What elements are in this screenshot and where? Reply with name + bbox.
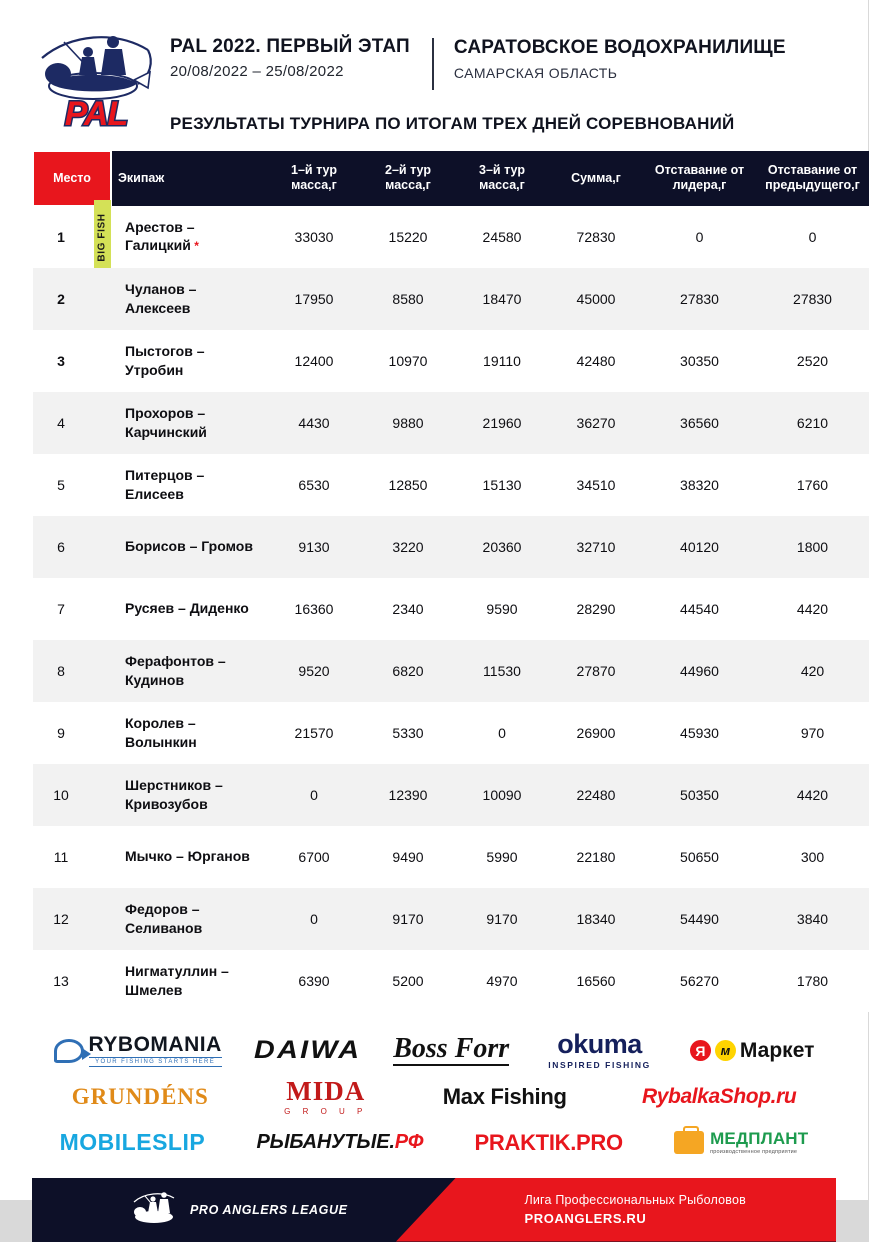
pal-logo-icon — [30, 28, 162, 132]
cell-tour2: 9490 — [361, 826, 455, 888]
cell-tour2: 3220 — [361, 516, 455, 578]
cell-place — [33, 516, 111, 578]
cell-tour3: 20360 — [455, 516, 549, 578]
cell-crew — [111, 826, 267, 888]
cell-tour1: 6700 — [267, 826, 361, 888]
cell-crew — [111, 392, 267, 454]
crew-name: Нигматуллин – Шмелев — [125, 963, 229, 998]
table-row — [33, 826, 869, 888]
place-value: 5 — [57, 476, 65, 493]
cell-tour1: 6390 — [267, 950, 361, 1012]
cell-tour1: 33030 — [267, 206, 361, 268]
cell-gap-leader: 50350 — [643, 764, 756, 826]
mida-name: MIDA — [286, 1075, 366, 1106]
cell-tour2: 9170 — [361, 888, 455, 950]
league-website: PROANGLERS.RU — [524, 1211, 647, 1226]
cell-tour3: 15130 — [455, 454, 549, 516]
cell-crew — [111, 640, 267, 702]
cell-tour2: 10970 — [361, 330, 455, 392]
col-header-tour2-line1: 2–й тур — [385, 163, 431, 177]
cell-crew — [111, 764, 267, 826]
table-header-row — [33, 151, 869, 206]
crew-name: Пыстогов – Утробин — [125, 343, 205, 378]
crew-name: Ферафонтов – Кудинов — [125, 653, 226, 688]
table-row — [33, 268, 869, 330]
okuma-tagline: INSPIRED FISHING — [548, 1060, 651, 1070]
col-header-gap-leader-line2: лидера,г — [672, 178, 727, 193]
cell-tour2: 5200 — [361, 950, 455, 1012]
table-row — [33, 702, 869, 764]
table-row — [33, 950, 869, 1012]
table-row — [33, 392, 869, 454]
cell-gap-leader: 36560 — [643, 392, 756, 454]
cell-gap-leader: 45930 — [643, 702, 756, 764]
cell-place — [33, 206, 111, 268]
sponsor-praktik — [475, 1130, 623, 1156]
cell-tour3: 19110 — [455, 330, 549, 392]
place-value: 6 — [57, 538, 65, 555]
cell-gap-leader: 44960 — [643, 640, 756, 702]
big-fish-badge — [94, 200, 111, 274]
cell-gap-prev: 300 — [756, 826, 869, 888]
cell-crew — [111, 330, 267, 392]
crew-name: Арестов – Галицкий — [125, 219, 195, 254]
cell-gap-prev: 1760 — [756, 454, 869, 516]
cell-tour1: 12400 — [267, 330, 361, 392]
cell-place — [33, 578, 111, 640]
cell-sum: 22180 — [549, 826, 643, 888]
tournament-dates: 20/08/2022 – 25/08/2022 — [170, 62, 344, 80]
table-row — [33, 516, 869, 578]
sponsor-grundens — [72, 1084, 209, 1110]
cell-place — [33, 640, 111, 702]
cell-tour2: 8580 — [361, 268, 455, 330]
cell-gap-prev: 4420 — [756, 764, 869, 826]
tournament-title: PAL 2022. ПЕРВЫЙ ЭТАП — [170, 36, 410, 57]
cell-crew — [111, 454, 267, 516]
cell-tour3: 24580 — [455, 206, 549, 268]
cell-place — [33, 888, 111, 950]
cell-sum: 28290 — [549, 578, 643, 640]
medplant-case-icon — [674, 1131, 704, 1154]
crew-name: Чуланов – Алексеев — [125, 281, 197, 316]
sponsor-row-1 — [34, 1028, 834, 1074]
col-header-tour1 — [267, 151, 361, 206]
rybomania-fish-icon — [54, 1039, 84, 1063]
cell-tour3: 5990 — [455, 826, 549, 888]
table-row — [33, 454, 869, 516]
cell-place — [33, 268, 111, 330]
footer-wrap — [0, 1170, 868, 1242]
col-header-place: Место — [33, 151, 111, 206]
sponsor-okuma — [548, 1031, 651, 1070]
cell-tour3: 4970 — [455, 950, 549, 1012]
cell-gap-prev: 3840 — [756, 888, 869, 950]
sponsor-maxfishing — [443, 1084, 567, 1110]
cell-place — [33, 454, 111, 516]
poster-header — [0, 0, 868, 150]
maxfishing-name: Max Fishing — [442, 1083, 567, 1109]
cell-gap-leader: 40120 — [643, 516, 756, 578]
place-value: 7 — [57, 600, 65, 617]
crew-name: Федоров – Селиванов — [125, 901, 203, 936]
cell-sum: 16560 — [549, 950, 643, 1012]
results-table — [32, 150, 869, 1012]
cell-gap-prev: 6210 — [756, 392, 869, 454]
cell-sum: 27870 — [549, 640, 643, 702]
cell-tour1: 21570 — [267, 702, 361, 764]
cell-tour2: 9880 — [361, 392, 455, 454]
cell-tour1: 4430 — [267, 392, 361, 454]
results-table-wrap — [0, 150, 868, 1012]
place-value: 13 — [53, 972, 69, 989]
cell-sum: 32710 — [549, 516, 643, 578]
cell-gap-leader: 44540 — [643, 578, 756, 640]
rybalkashop-name: RybalkaShop.ru — [642, 1084, 797, 1108]
crew-name: Борисов – Громов — [125, 538, 253, 555]
cell-tour1: 16360 — [267, 578, 361, 640]
cell-crew — [111, 578, 267, 640]
medplant-name: МЕДПЛАНТ — [710, 1129, 809, 1148]
cell-gap-leader: 27830 — [643, 268, 756, 330]
daiwa-name: DAIWA — [253, 1036, 362, 1064]
grundens-name: GRUNDÉNS — [71, 1083, 209, 1109]
cell-tour2: 12390 — [361, 764, 455, 826]
col-header-gap-leader — [643, 151, 756, 206]
col-header-gap-prev-line1: Отставание от — [767, 163, 858, 177]
cell-crew — [111, 206, 267, 268]
cell-place — [33, 950, 111, 1012]
pro-anglers-league-icon — [128, 1190, 182, 1230]
rybanutye-black: РЫБАНУТЫЕ. — [256, 1131, 395, 1153]
place-value: 4 — [57, 414, 65, 431]
cell-tour1: 6530 — [267, 454, 361, 516]
big-fish-label: BIG FISH — [97, 212, 109, 262]
col-header-gap-leader-line1: Отставание от — [654, 163, 745, 177]
svg-text:PAL: PAL — [64, 95, 128, 133]
cell-place — [33, 392, 111, 454]
league-full-name: Лига Профессиональных Рыболовов — [524, 1193, 746, 1207]
place-value: 10 — [53, 786, 69, 803]
pal-logo — [22, 26, 170, 132]
col-header-tour3-line1: 3–й тур — [479, 163, 525, 177]
col-header-gap-prev — [756, 151, 869, 206]
cell-sum: 22480 — [549, 764, 643, 826]
header-divider — [432, 38, 434, 90]
cell-crew — [111, 268, 267, 330]
cell-tour2: 15220 — [361, 206, 455, 268]
table-head — [33, 151, 869, 206]
venue-name: САРАТОВСКОЕ ВОДОХРАНИЛИЩЕ — [453, 37, 786, 58]
sponsor-mobileslip — [60, 1129, 206, 1156]
crew-name: Русяев – Диденко — [125, 600, 249, 617]
cell-gap-leader: 54490 — [643, 888, 756, 950]
cell-gap-leader: 50650 — [643, 826, 756, 888]
cell-gap-prev: 2520 — [756, 330, 869, 392]
sponsor-rybanutye — [256, 1131, 423, 1154]
place-value: 1 — [57, 229, 65, 245]
place-value: 2 — [57, 290, 65, 307]
cell-sum: 18340 — [549, 888, 643, 950]
col-header-crew: Экипаж — [111, 151, 267, 206]
medplant-tagline: производственное предприятие — [710, 1149, 798, 1155]
sponsor-row-2 — [34, 1074, 834, 1120]
cell-tour3: 9590 — [455, 578, 549, 640]
cell-sum: 45000 — [549, 268, 643, 330]
col-header-tour1-line1: 1–й тур — [291, 163, 337, 177]
table-row — [33, 206, 869, 268]
place-value: 11 — [53, 848, 69, 865]
cell-tour3: 10090 — [455, 764, 549, 826]
crew-name: Мычко – Юрганов — [125, 848, 250, 865]
cell-tour3: 11530 — [455, 640, 549, 702]
rybanutye-name — [256, 1131, 423, 1154]
cell-crew — [111, 516, 267, 578]
cell-sum: 26900 — [549, 702, 643, 764]
sponsor-section — [0, 1012, 868, 1170]
praktik-name: PRAKTIK.PRO — [474, 1129, 623, 1155]
cell-gap-leader: 38320 — [643, 454, 756, 516]
rybomania-tagline: YOUR FISHING STARTS HERE — [89, 1057, 222, 1067]
crew-name: Королев – Волынкин — [125, 715, 197, 750]
cell-sum: 34510 — [549, 454, 643, 516]
table-body — [33, 206, 869, 1012]
cell-crew — [111, 950, 267, 1012]
place-value: 9 — [57, 724, 65, 741]
sponsor-rybomania — [54, 1034, 222, 1067]
cell-sum: 72830 — [549, 206, 643, 268]
cell-gap-prev: 970 — [756, 702, 869, 764]
okuma-name: okuma — [557, 1029, 642, 1059]
cell-place — [33, 764, 111, 826]
col-header-tour3-line2: масса,г — [479, 178, 525, 193]
cell-tour3: 0 — [455, 702, 549, 764]
cell-tour2: 5330 — [361, 702, 455, 764]
cell-tour2: 2340 — [361, 578, 455, 640]
col-header-tour3 — [455, 151, 549, 206]
cell-place — [33, 330, 111, 392]
place-value: 12 — [53, 910, 69, 927]
rybanutye-red: РФ — [394, 1131, 424, 1153]
cell-tour3: 21960 — [455, 392, 549, 454]
rybomania-name: RYBOMANIA — [88, 1033, 222, 1056]
sponsor-yandex-market — [690, 1039, 814, 1063]
sponsor-bossforr — [393, 1035, 509, 1066]
cell-tour1: 0 — [267, 764, 361, 826]
cell-tour2: 12850 — [361, 454, 455, 516]
crew-name: Питерцов – Елисеев — [125, 467, 205, 502]
cell-crew — [111, 888, 267, 950]
cell-gap-prev: 1780 — [756, 950, 869, 1012]
cell-tour3: 9170 — [455, 888, 549, 950]
table-row — [33, 578, 869, 640]
cell-gap-prev: 4420 — [756, 578, 869, 640]
cell-sum: 36270 — [549, 392, 643, 454]
table-row — [33, 888, 869, 950]
league-logo-text: PRO ANGLERS LEAGUE — [190, 1202, 348, 1217]
mida-tagline: G R O U P — [284, 1106, 368, 1116]
cell-tour1: 17950 — [267, 268, 361, 330]
cell-gap-prev: 27830 — [756, 268, 869, 330]
place-value: 3 — [57, 352, 65, 369]
cell-tour1: 9130 — [267, 516, 361, 578]
venue-region: САМАРСКАЯ ОБЛАСТЬ — [453, 65, 618, 81]
col-header-gap-prev-line2: предыдущего,г — [765, 178, 860, 193]
cell-crew — [111, 702, 267, 764]
cell-gap-leader: 30350 — [643, 330, 756, 392]
sponsor-daiwa — [253, 1036, 362, 1065]
cell-place — [33, 702, 111, 764]
cell-gap-leader: 56270 — [643, 950, 756, 1012]
col-header-tour1-line2: масса,г — [291, 178, 337, 193]
table-row — [33, 640, 869, 702]
yandex-market-icon: м — [715, 1040, 736, 1061]
footer-banner — [32, 1178, 836, 1242]
yandex-market-name: Маркет — [739, 1038, 815, 1062]
cell-sum: 42480 — [549, 330, 643, 392]
sponsor-rybalkashop — [642, 1085, 796, 1109]
bossforr-name: Boss Forr — [393, 1033, 510, 1064]
cell-tour2: 6820 — [361, 640, 455, 702]
mobileslip-name: MOBILESLIP — [59, 1129, 206, 1155]
yandex-ya-icon: Я — [690, 1040, 711, 1061]
cell-tour3: 18470 — [455, 268, 549, 330]
table-row — [33, 330, 869, 392]
cell-tour1: 9520 — [267, 640, 361, 702]
results-subtitle: РЕЗУЛЬТАТЫ ТУРНИРА ПО ИТОГАМ ТРЕХ ДНЕЙ СОРЕВНОВАНИЙ — [170, 114, 735, 133]
cell-gap-prev: 0 — [756, 206, 869, 268]
table-row — [33, 764, 869, 826]
cell-gap-prev: 420 — [756, 640, 869, 702]
crew-name: Шерстников – Кривозубов — [125, 777, 223, 812]
crew-name: Прохоров – Карчинский — [125, 405, 207, 440]
cell-gap-prev: 1800 — [756, 516, 869, 578]
cell-tour1: 0 — [267, 888, 361, 950]
cell-gap-leader: 0 — [643, 206, 756, 268]
col-header-sum: Сумма,г — [549, 151, 643, 206]
sponsor-mida — [284, 1075, 368, 1116]
sponsor-row-3 — [34, 1120, 834, 1166]
col-header-tour2-line2: масса,г — [385, 178, 431, 193]
sponsor-medplant — [674, 1130, 808, 1155]
crew-star-marker: * — [190, 239, 199, 254]
col-header-tour2 — [361, 151, 455, 206]
place-value: 8 — [57, 662, 65, 679]
cell-place — [33, 826, 111, 888]
